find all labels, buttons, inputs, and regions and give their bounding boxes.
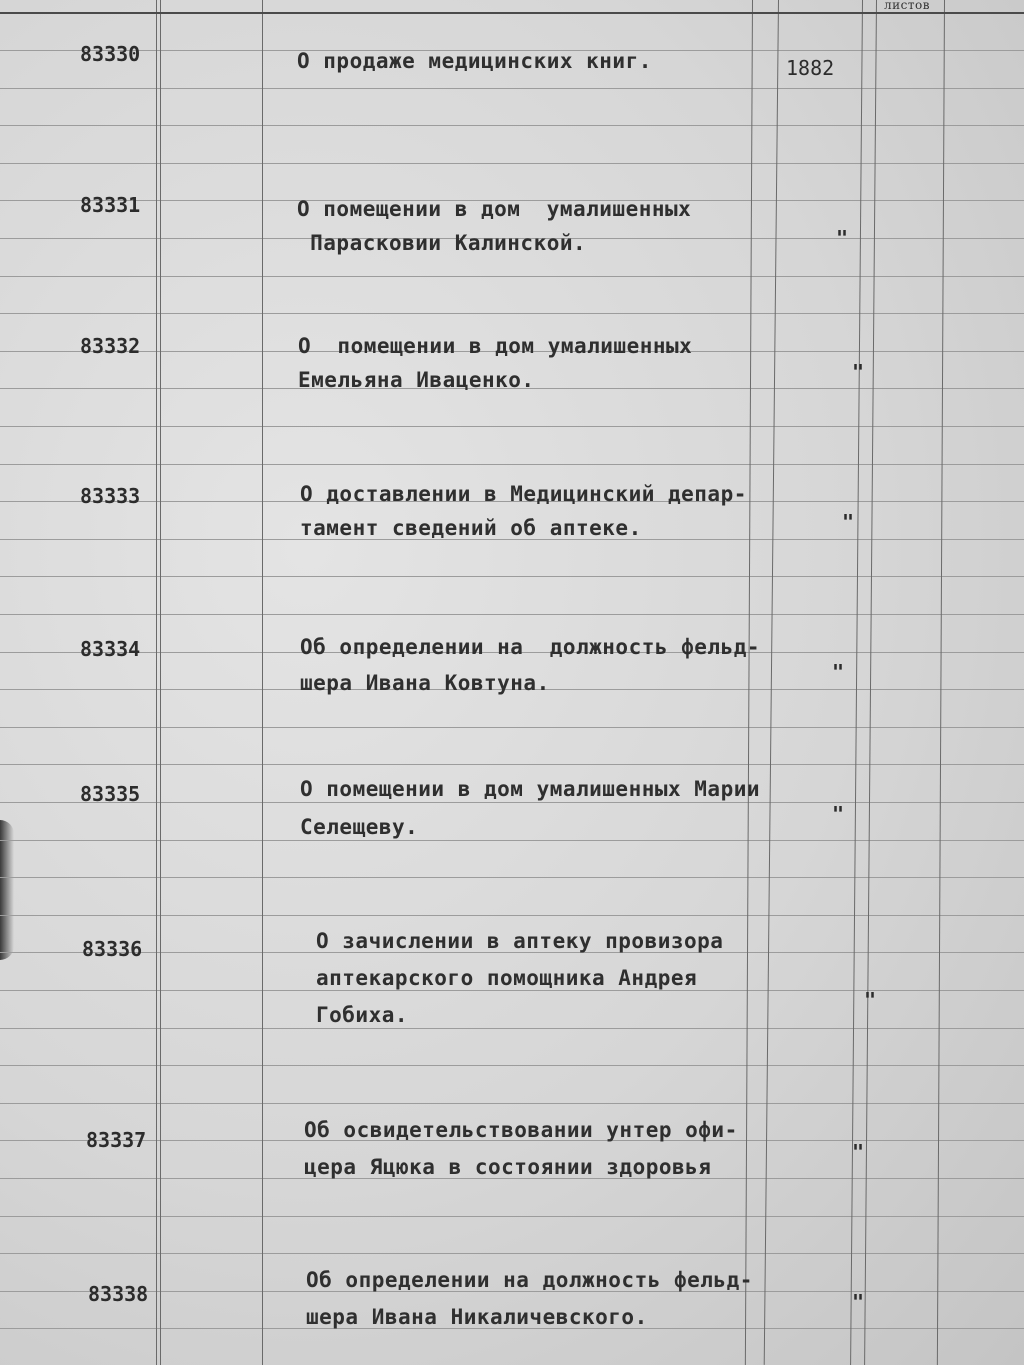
entry-number: 83333 <box>80 484 141 508</box>
ruled-line <box>0 426 1024 427</box>
entry-number: 83338 <box>88 1282 149 1306</box>
entry-title-line: Селещеву. <box>300 815 419 839</box>
entry-year: 1882 <box>786 56 835 80</box>
entry-ditto-mark: " <box>836 226 849 250</box>
entry-title-line: Гобиха. <box>316 1003 409 1027</box>
ruled-line <box>0 840 1024 841</box>
ruled-line <box>0 877 1024 878</box>
column-line-blank <box>262 0 263 1365</box>
column-line-year <box>764 0 779 1365</box>
entry-title-line: цера Яцюка в состоянии здоровья <box>304 1155 712 1179</box>
entry-number: 83332 <box>80 334 141 358</box>
entry-title-line: О помещении в дом умалишенных <box>297 197 692 221</box>
entry-title-line: шера Ивана Ковтуна. <box>300 671 550 695</box>
ruled-line <box>0 125 1024 126</box>
entry-number: 83334 <box>80 637 141 661</box>
entry-number: 83335 <box>80 782 141 806</box>
entry-ditto-mark: " <box>852 360 865 384</box>
ruled-line <box>0 764 1024 765</box>
entry-number: 83331 <box>80 193 141 217</box>
ruled-line <box>0 313 1024 314</box>
entry-title-line: О помещении в дом умалишенных <box>298 334 693 358</box>
entry-title-line: О доставлении в Медицинский депар- <box>300 482 747 506</box>
ruled-line <box>0 464 1024 465</box>
entry-ditto-mark: " <box>852 1290 865 1314</box>
entry-title-line: Об определении на должность фельд- <box>300 635 761 659</box>
entry-ditto-mark: " <box>832 660 845 684</box>
column-line-number <box>156 0 157 1365</box>
header-rule <box>0 12 1024 14</box>
entry-title-line: Емельяна Иваценко. <box>298 368 535 392</box>
ruled-line <box>0 1065 1024 1066</box>
ruled-line <box>0 88 1024 89</box>
ruled-line <box>0 163 1024 164</box>
entry-ditto-mark: " <box>842 510 855 534</box>
entry-title-line: тамент сведений об аптеке. <box>300 516 642 540</box>
entry-title-line: О зачислении в аптеку провизора <box>316 929 724 953</box>
ruled-line <box>0 915 1024 916</box>
entry-number: 83336 <box>82 937 143 961</box>
entry-title-line: О помещении в дом умалишенных Марии <box>300 777 761 801</box>
entry-title-line: аптекарского помощника Андрея <box>316 966 698 990</box>
column-line-title <box>745 0 753 1365</box>
entry-number: 83337 <box>86 1128 147 1152</box>
column-line-number-double <box>160 0 161 1365</box>
ruled-line <box>0 1028 1024 1029</box>
entry-title-line: О продаже медицинских книг. <box>297 49 652 73</box>
ruled-line <box>0 1216 1024 1217</box>
ruled-line <box>0 1103 1024 1104</box>
entry-ditto-mark: " <box>852 1140 865 1164</box>
ruled-line <box>0 276 1024 277</box>
entry-number: 83330 <box>80 42 141 66</box>
entry-title-line: Об освидетельствовании унтер офи- <box>304 1118 738 1142</box>
entry-title-line: Парасковии Калинской. <box>297 231 587 255</box>
entry-ditto-mark: " <box>864 988 877 1012</box>
binding-shadow <box>0 820 14 960</box>
header-sheets-label: листов <box>884 0 930 12</box>
entry-ditto-mark: " <box>832 802 845 826</box>
column-line-notes <box>937 0 945 1365</box>
ruled-line <box>0 1253 1024 1254</box>
column-line-sheets <box>864 0 877 1365</box>
entry-title-line: Об определении на должность фельд- <box>306 1268 753 1292</box>
entry-title-line: шера Ивана Никаличевского. <box>306 1305 648 1329</box>
